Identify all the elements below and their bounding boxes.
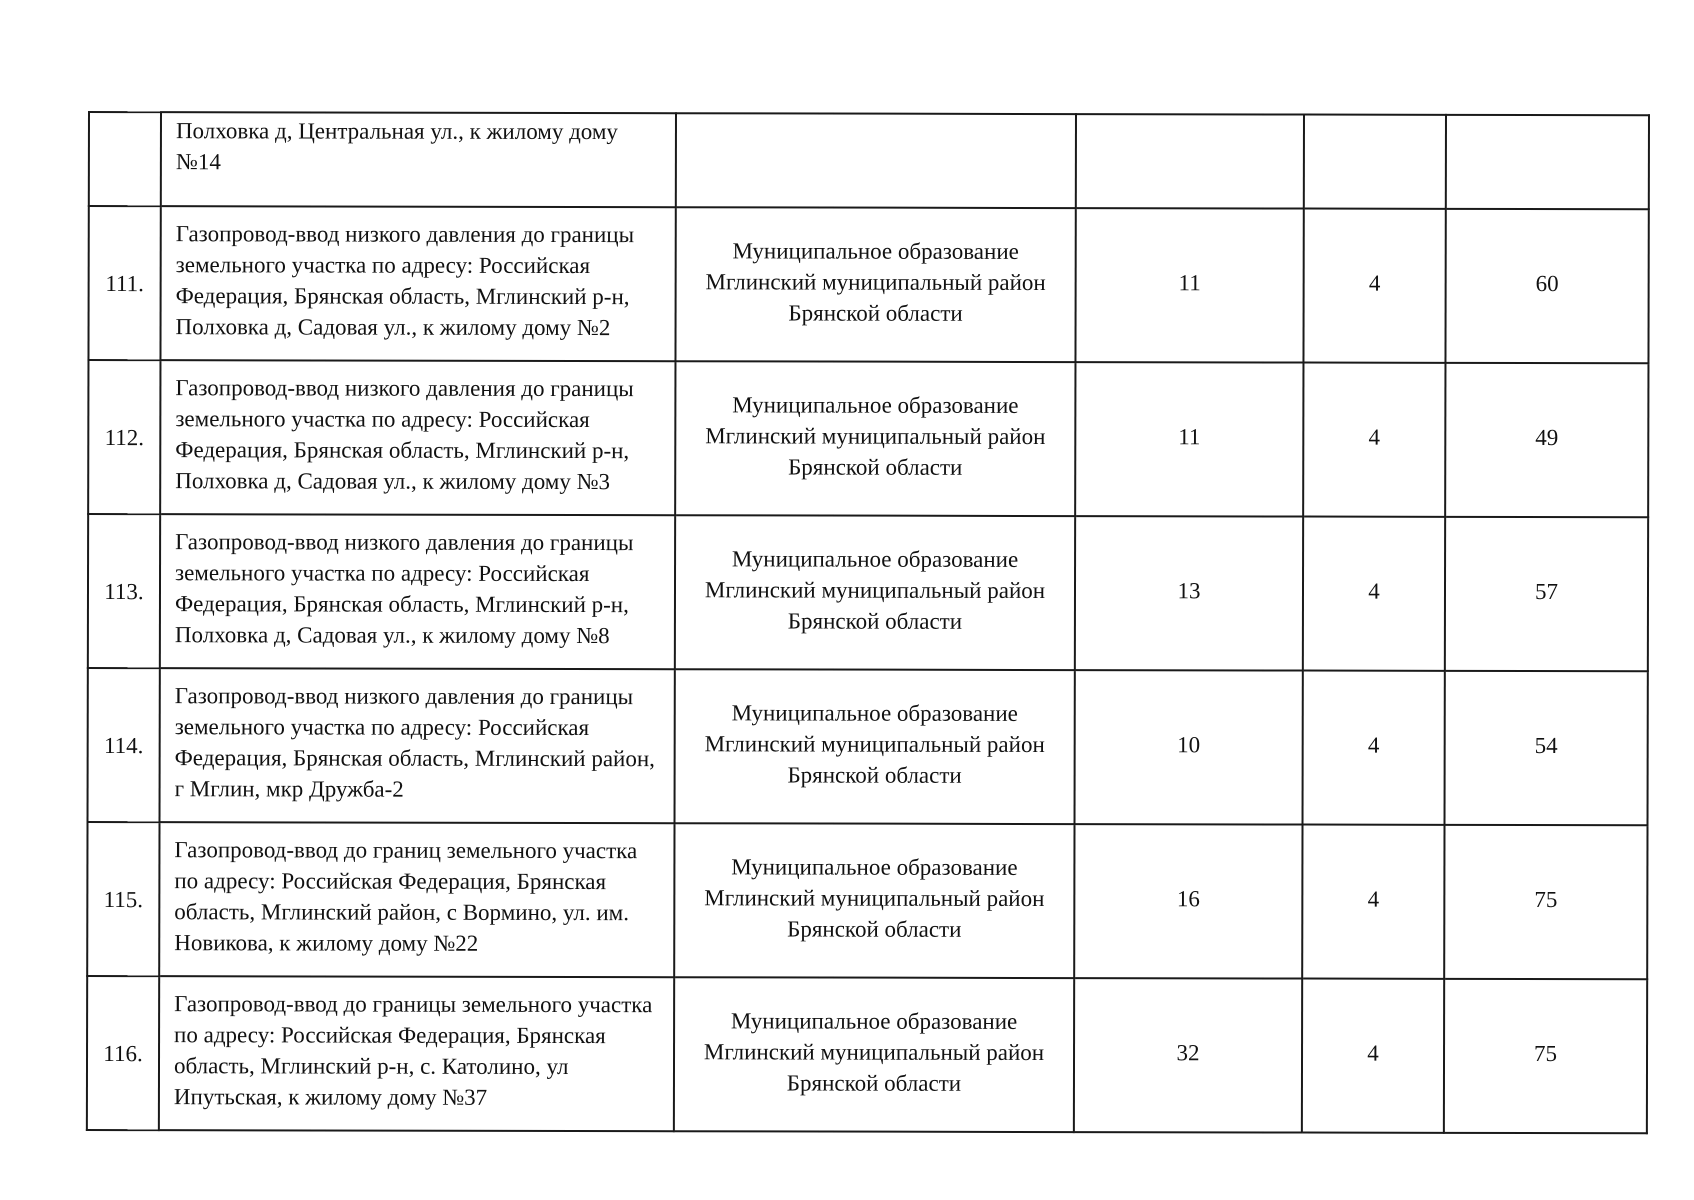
owner-cell (674, 823, 1074, 978)
value-cell-c: 75 (1444, 825, 1647, 979)
value-cell-b: 4 (1302, 979, 1444, 1133)
table-row (88, 360, 1648, 517)
row-number-cell: 112. (88, 360, 160, 514)
value-cell-a: 11 (1075, 362, 1303, 516)
owner-line: Мглинский муниципальный район (705, 422, 1046, 449)
object-description-cell: Газопровод-ввод низкого давления до границы земельного участка по адресу: Российская Федерация, Брянская область, Мглинский р-н, Полховка д, Садовая ул., к жилому дому №2 (160, 206, 675, 361)
owner-cell (675, 515, 1075, 670)
owner-cell (675, 207, 1075, 362)
owner-line: Брянской области (786, 1069, 962, 1096)
owner-line: Брянской области (787, 761, 962, 788)
owner-cell (675, 361, 1075, 516)
owner-line: Мглинский муниципальный район (704, 884, 1045, 911)
value-cell-b: 4 (1303, 363, 1445, 517)
object-description-cell: Газопровод-ввод низкого давления до границы земельного участка по адресу: Российская Федерация, Брянская область, Мглинский район, г Мглин, мкр Дружба-2 (160, 668, 675, 823)
owner-line: Муниципальное образование (731, 699, 1018, 726)
table-row (88, 514, 1648, 671)
row-number-cell: 116. (87, 976, 159, 1130)
owner-line: Муниципальное образование (732, 237, 1019, 264)
owner-line: Мглинский муниципальный район (703, 1038, 1045, 1065)
owner-line: Брянской области (787, 915, 962, 942)
value-cell-c: 54 (1445, 671, 1648, 825)
owner-line: Мглинский муниципальный район (704, 730, 1045, 757)
object-description-cell: Полховка д, Центральная ул., к жилому дому №14 (161, 112, 676, 207)
value-cell-b (1304, 115, 1446, 209)
owner-line: Брянской области (788, 453, 963, 480)
owner-line: Брянской области (787, 607, 963, 634)
object-description-cell: Газопровод-ввод до границы земельного участка по адресу: Российская Федерация, Брянская область, Мглинский р-н, с. Католино, ул Ипутьская, к жилому дому №37 (159, 976, 674, 1131)
owner-line: Мглинский муниципальный район (704, 576, 1046, 603)
value-cell-a (1076, 114, 1304, 208)
owner-line: Брянской области (788, 299, 963, 326)
object-description-cell: Газопровод-ввод до границ земельного участка по адресу: Российская Федерация, Брянская область, Мглинский район, с Вормино, ул. им. Новикова, к жилому дому №22 (159, 822, 674, 977)
value-cell-b: 4 (1303, 209, 1445, 363)
object-description-cell: Газопровод-ввод низкого давления до границы земельного участка по адресу: Российская Федерация, Брянская область, Мглинский р-н, Полховка д, Садовая ул., к жилому дому №8 (160, 514, 675, 669)
table-row-continued (89, 112, 1649, 209)
owner-line: Мглинский муниципальный район (705, 268, 1046, 295)
owner-line: Муниципальное образование (731, 853, 1018, 880)
table-row (88, 206, 1648, 363)
value-cell-a: 32 (1074, 978, 1302, 1132)
row-number-cell (89, 112, 161, 206)
value-cell-c: 75 (1444, 979, 1647, 1133)
value-cell-c: 49 (1445, 363, 1648, 517)
value-cell-a: 10 (1075, 670, 1303, 824)
row-number-cell: 114. (88, 668, 160, 822)
value-cell-a: 16 (1074, 824, 1302, 978)
object-description-cell: Газопровод-ввод низкого давления до границы земельного участка по адресу: Российская Федерация, Брянская область, Мглинский р-н, Полховка д, Садовая ул., к жилому дому №3 (160, 360, 675, 515)
owner-line: Муниципальное образование (732, 391, 1019, 418)
value-cell-a: 11 (1075, 208, 1303, 362)
value-cell-a: 13 (1075, 516, 1303, 670)
value-cell-b: 4 (1303, 517, 1445, 671)
value-cell-b: 4 (1303, 671, 1445, 825)
value-cell-c (1446, 115, 1649, 209)
owner-line: Муниципальное образование (730, 1007, 1018, 1034)
owner-line: Муниципальное образование (731, 545, 1019, 572)
row-number-cell: 115. (87, 822, 159, 976)
owner-cell (676, 113, 1076, 208)
owner-cell (675, 669, 1075, 824)
value-cell-c: 57 (1445, 517, 1648, 671)
table-row (87, 976, 1647, 1133)
owner-cell (674, 977, 1074, 1132)
table-row (87, 822, 1647, 979)
value-cell-c: 60 (1445, 209, 1648, 363)
table-row (88, 668, 1648, 825)
row-number-cell: 113. (88, 514, 160, 668)
gas-pipeline-registry-table (86, 111, 1650, 1134)
row-number-cell: 111. (88, 206, 160, 360)
table-body (87, 112, 1649, 1133)
value-cell-b: 4 (1302, 825, 1444, 979)
